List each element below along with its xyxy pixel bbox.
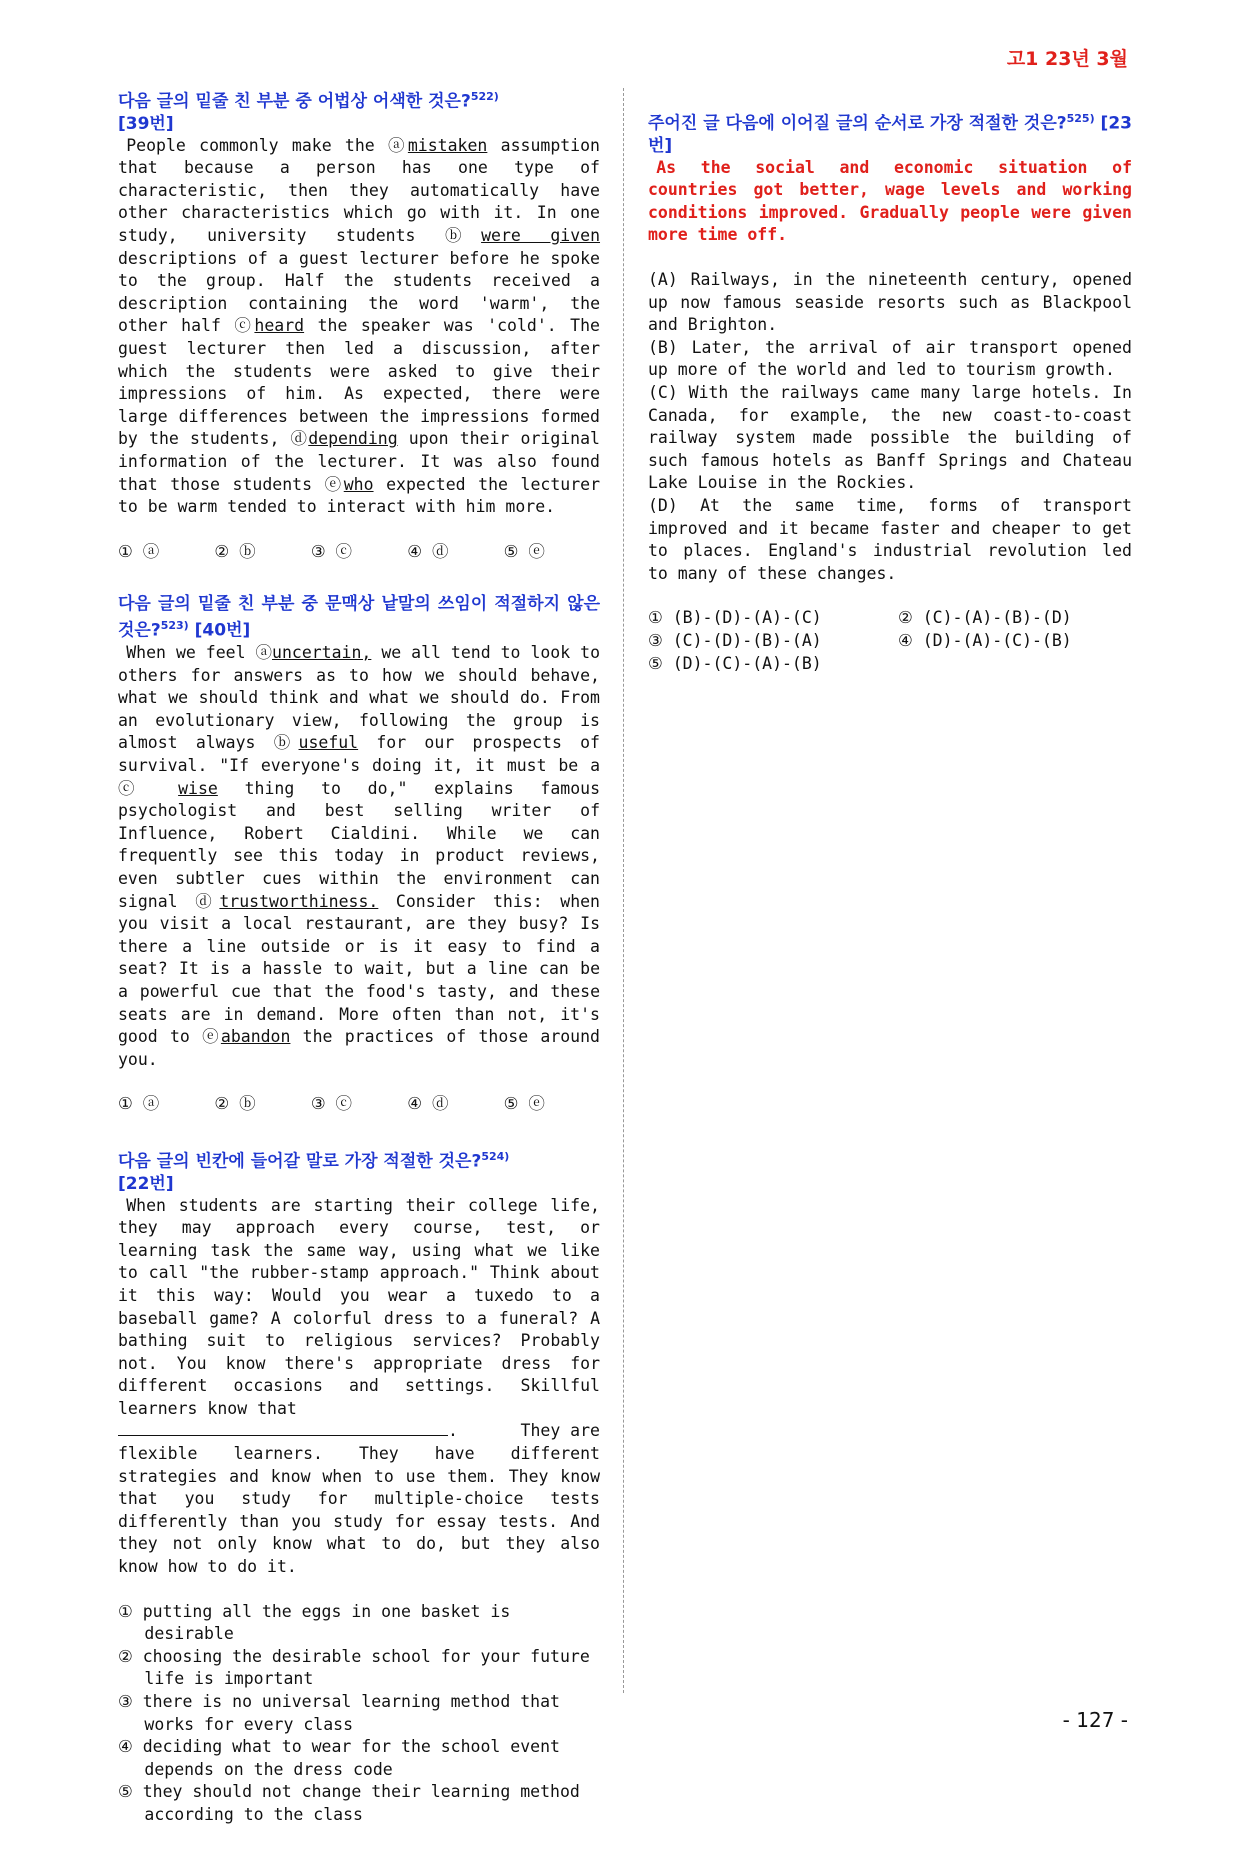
option-1[interactable]: ① ⓐ [118, 1094, 160, 1114]
question-523 [118, 593, 600, 1116]
right-column [648, 108, 1132, 697]
passage: When students are starting their college life, they may approach every course, test, or learning task the same way, using what we like to call "the rubber-stamp approach." Think about it this way: Would you wear a tuxedo to a baseball game? A colorful dress to a funeral? A bathing suit to religious services? Probably not. You know there's appropriate dress for different occasions and settings. Skillful learners know that [118, 1195, 600, 1418]
footnote-number: 524) [481, 1149, 510, 1163]
paragraph-a: (A) Railways, in the nineteenth century, opened up now famous seaside resorts such as Blackpool and Brighton. [648, 270, 1132, 335]
underline-d: depending [308, 429, 398, 449]
option-5[interactable]: ⑤ ⓔ [503, 541, 545, 561]
option-4[interactable]: ④ (D)-(A)-(C)-(B) [898, 630, 1072, 650]
question-number: [22번] [118, 1173, 174, 1194]
underline-b: were given [481, 226, 601, 246]
underline-a: uncertain, [272, 643, 372, 662]
option-3[interactable]: ③ (C)-(D)-(B)-(A) [648, 630, 822, 650]
question-title [648, 108, 1132, 157]
answer-options [648, 607, 1132, 675]
page-number: - 127 - [1062, 1708, 1128, 1732]
underline-c: wise [178, 778, 218, 798]
question-524 [118, 1146, 600, 1827]
option-2[interactable]: ② ⓑ [214, 541, 256, 561]
title-text: 주어진 글 다음에 이어질 글의 순서로 가장 적절한 것은? [648, 113, 1067, 134]
option-1[interactable]: ① ⓐ [118, 541, 160, 561]
underline-e: who [343, 474, 374, 494]
question-number: [40번] [188, 621, 251, 641]
passage-continued: flexible learners. They have different strategies and know when to use them. They know that you study for multiple-choice tests differently than you study for essay tests. And they not only know what to do, but they also know how to do it. [118, 1444, 600, 1577]
option-3[interactable]: ③ there is no universal learning method that works for every class [118, 1692, 560, 1734]
title-text: 다음 글의 빈칸에 들어갈 말로 가장 적절한 것은? [118, 1151, 482, 1172]
option-5[interactable]: ⑤ they should not change their learning method according to the class [118, 1782, 580, 1824]
option-2[interactable]: ② ⓑ [214, 1094, 256, 1114]
underline-a: mistaken [407, 135, 488, 155]
answer-options [118, 1093, 600, 1116]
title-text: 다음 글의 밑줄 친 부분 중 문맥상 낱말의 쓰임이 적절하지 않은 것은? [118, 594, 600, 641]
option-5[interactable]: ⑤ (D)-(C)-(A)-(B) [648, 653, 822, 673]
option-4[interactable]: ④ ⓓ [407, 541, 449, 561]
blank-line: . They are [118, 1420, 600, 1443]
exam-tag: 고1 23년 3월 [1006, 48, 1128, 70]
option-2[interactable]: ② choosing the desirable school for your future life is important [118, 1646, 590, 1689]
question-number: [23번] [648, 113, 1132, 156]
option-2[interactable]: ② (C)-(A)-(B)-(D) [898, 608, 1072, 628]
option-4[interactable]: ④ ⓓ [407, 1094, 449, 1114]
given-text: As the social and economic situation of countries got better, wage levels and working conditions improved. Gradually people were given more time off. [648, 157, 1132, 245]
question-title [118, 86, 600, 135]
option-3[interactable]: ③ ⓒ [310, 1094, 353, 1114]
answer-options [118, 1601, 600, 1827]
option-3[interactable]: ③ ⓒ [310, 541, 353, 561]
question-title [118, 1146, 600, 1195]
question-525 [648, 108, 1132, 675]
question-522 [118, 86, 600, 563]
option-1[interactable]: ① putting all the eggs in one basket is desirable [118, 1601, 511, 1644]
question-title [118, 593, 600, 642]
answer-blank [118, 1421, 448, 1436]
footnote-number: 522) [470, 90, 499, 103]
footnote-number: 523) [160, 619, 189, 633]
question-number: [39번] [118, 113, 174, 134]
underline-c: heard [254, 316, 305, 336]
footnote-number: 525) [1066, 112, 1095, 125]
title-text: 다음 글의 밑줄 친 부분 중 어법상 어색한 것은? [118, 91, 471, 112]
underline-d: trustworthiness. [219, 891, 379, 911]
column-divider [623, 88, 624, 1693]
underline-b: useful [298, 733, 359, 753]
paragraph-c: (C) With the railways came many large hotels. In Canada, for example, the new coast-to-coast railway system made possible the building of such famous hotels as Banff Springs and Chateau Lake Louise in the Rockies. [648, 383, 1132, 493]
option-1[interactable]: ① (B)-(D)-(A)-(C) [648, 608, 822, 628]
option-5[interactable]: ⑤ ⓔ [503, 1094, 545, 1114]
option-4[interactable]: ④ deciding what to wear for the school event depends on the dress code [118, 1737, 560, 1779]
passage: When we feel ⓐuncertain, we all tend to look to others for answers as to how we should behave, what we should think and what we should do. From an evolutionary view, following the group is almost always ⓑuseful for our prospects of survival. "If everyone's doing it, it must be a ⓒ wise thing to do," explains famous psychologist and best selling writer of Influence, Robert Cialdini. While we can frequently see this today in product reviews, even subtler cues within the environment can signal ⓓtrustworthiness. Consider this: when you visit a local restaurant, are they busy? Is there a line outside or is it easy to find a seat? It is a hassle to wait, but a line can be a powerful cue that the food's tasty, and these seats are in demand. More often than not, it's good to ⓔabandon the practices of those around you. [118, 643, 601, 1069]
answer-options [118, 541, 600, 564]
paragraph-b: (B) Later, the arrival of air transport opened up more of the world and led to tourism growth. [648, 337, 1132, 380]
underline-e: abandon [220, 1027, 291, 1047]
paragraph-d: (D) At the same time, forms of transport improved and it became faster and cheaper to get to places. England's industrial revolution led to many of these changes. [648, 495, 1132, 583]
left-column [118, 86, 600, 1849]
passage: People commonly make the ⓐmistaken assumption that because a person has one type of characteristic, then they automatically have other characteristics which go with it. In one study, university students ⓑwere given descriptions of a guest lecturer before he spoke to the group. Half the students received a description containing the word 'warm', the other half ⓒheard the speaker was 'cold'. The guest lecturer then led a discussion, after which the students were asked to give their impressions of him. As expected, there were large differences between the impressions formed by the students, ⓓdepending upon their original information of the lecturer. It was also found that those students ⓔwho expected the lecturer to be warm tended to interact with him more. [118, 135, 601, 517]
